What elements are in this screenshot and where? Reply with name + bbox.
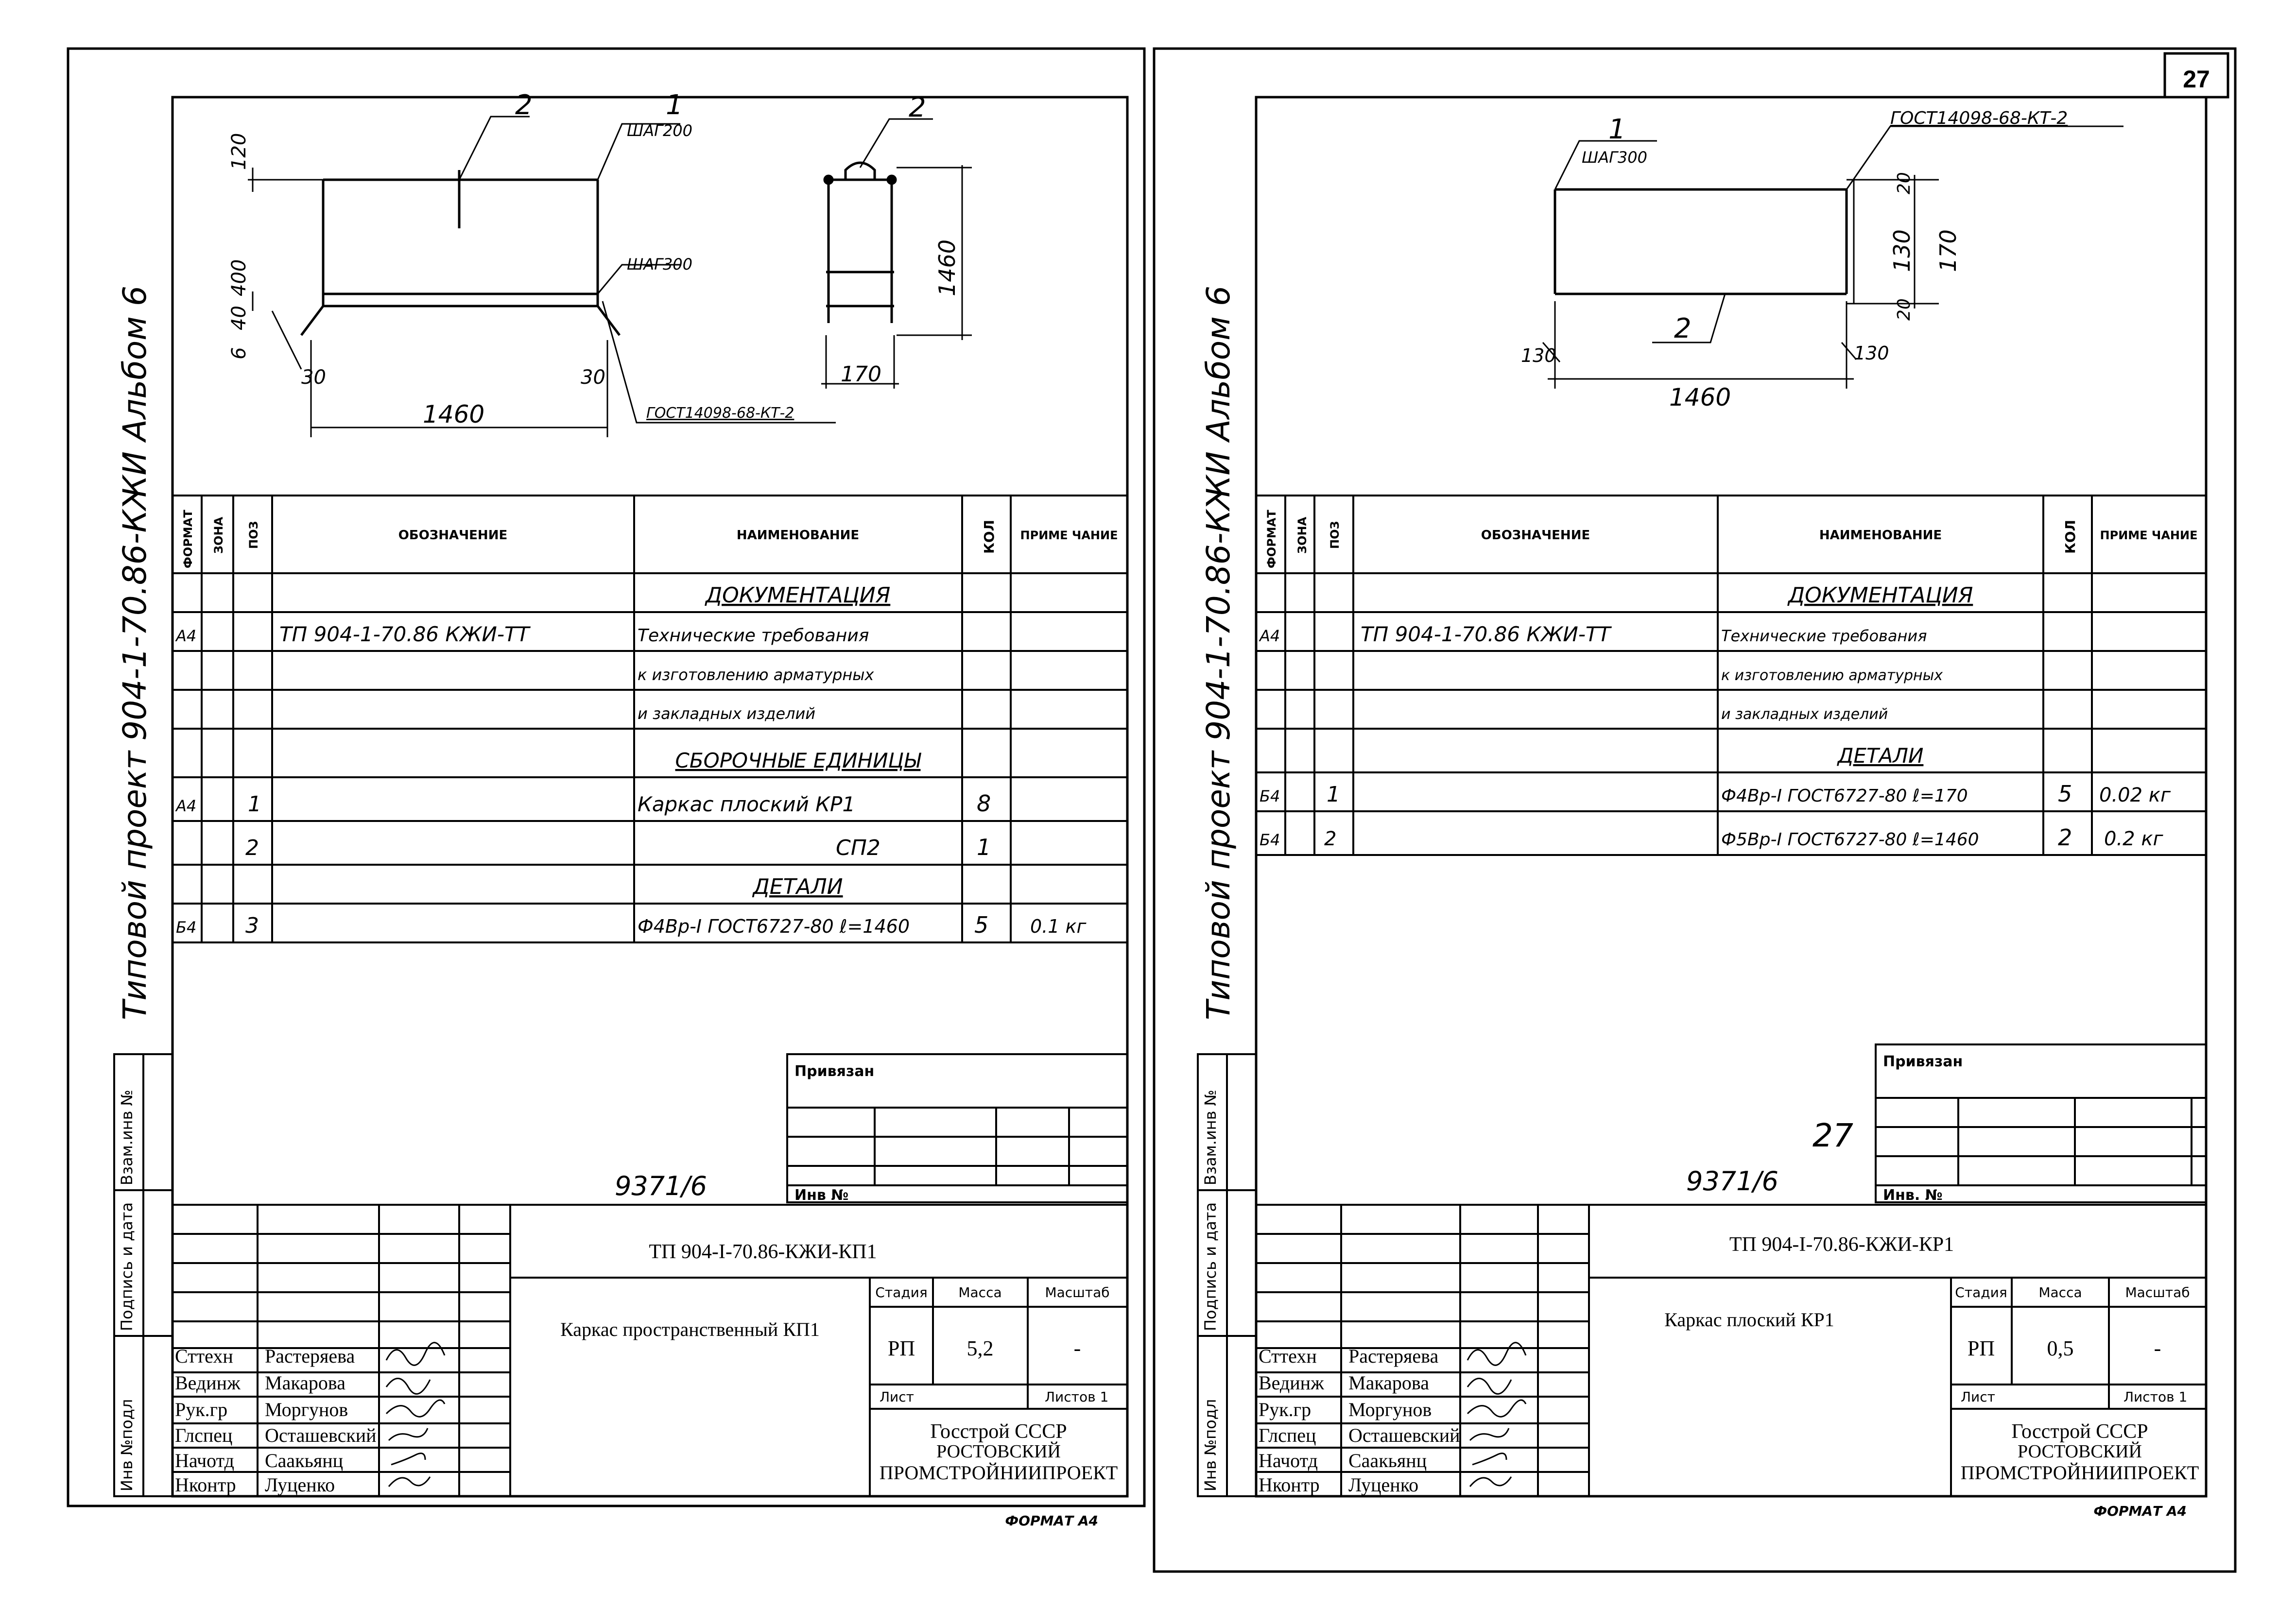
left-row9-note: 0.1 кг: [1030, 916, 1087, 937]
left-side-dim-170: 170: [841, 362, 881, 387]
left-org-3: ПРОМСТРОЙНИИПРОЕКТ: [879, 1462, 1118, 1484]
left-format: ФОРМАТ А4: [1005, 1513, 1098, 1529]
left-row4-name: и закладных изделий: [638, 704, 816, 723]
left-gost: ГОСТ14098-68-КТ-2: [646, 405, 794, 422]
left-mass-label: Масса: [958, 1284, 1002, 1300]
right-org-1: Госстрой СССР: [2011, 1420, 2148, 1443]
right-row2-name: Технические требования: [1721, 627, 1927, 645]
right-stage-label: Стадия: [1955, 1284, 2007, 1300]
right-scale-label: Масштаб: [2125, 1284, 2190, 1300]
left-dim-30-right: 30: [581, 366, 605, 389]
right-row2-designation: ТП 904-1-70.86 КЖИ-ТТ: [1361, 622, 1611, 646]
right-staff-role-1: Сттехн: [1259, 1345, 1317, 1367]
left-dim-1460: 1460: [423, 400, 485, 428]
right-doc-code: ТП 904-I-70.86-КЖИ-КР1: [1729, 1233, 1954, 1256]
right-row7-pos: 2: [1324, 828, 1337, 850]
left-staff-role-4: Глспец: [175, 1424, 233, 1446]
right-staff-role-2: Вединж: [1259, 1372, 1324, 1394]
left-staff-role-1: Сттехн: [175, 1345, 233, 1367]
left-step-top: ШАГ200: [627, 121, 693, 140]
left-scale: -: [1073, 1336, 1081, 1360]
right-privyazan: Привязан: [1883, 1053, 1963, 1070]
left-row7-pos: 2: [245, 836, 259, 860]
right-staff-role-4: Глспец: [1259, 1424, 1316, 1446]
right-row6-qty: 5: [2058, 781, 2072, 807]
left-row7-qty: 1: [977, 834, 991, 860]
right-inv-no: Инв. №: [1883, 1187, 1943, 1204]
right-header-designation: ОБОЗНАЧЕНИЕ: [1481, 528, 1590, 543]
left-header-qty: КОЛ: [981, 520, 997, 554]
left-row8-name: ДЕТАЛИ: [753, 874, 843, 899]
right-mass-label: Масса: [2038, 1284, 2082, 1300]
left-dim-30-left: 30: [301, 366, 326, 389]
left-dim-40: 40: [228, 306, 250, 330]
right-title: Каркас плоский КР1: [1664, 1309, 1834, 1331]
left-callout-pos2: 2: [515, 89, 533, 121]
right-row4-name: и закладных изделий: [1721, 706, 1888, 723]
right-staff-role-6: Нконтр: [1259, 1474, 1320, 1496]
right-dim-130-left: 130: [1521, 345, 1556, 366]
left-header-name: НАИМЕНОВАНИЕ: [736, 528, 860, 543]
right-staff-name-6: Луценко: [1348, 1474, 1419, 1496]
left-row9-qty: 5: [974, 912, 989, 938]
page-number: 27: [2183, 66, 2210, 93]
right-row6-name: Ф4Вр-I ГОСТ6727-80 ℓ=170: [1721, 786, 1968, 806]
left-row7-name: СП2: [836, 836, 880, 860]
left-side-col-sign: Подпись и дата: [118, 1202, 136, 1331]
right-side-col-vzam: Взам.инв №: [1201, 1090, 1220, 1185]
right-dim-20-bot: 20: [1894, 298, 1914, 321]
right-row3-name: к изготовлению арматурных: [1721, 667, 1943, 684]
left-dim-6: 6: [228, 347, 250, 359]
left-row1-name: ДОКУМЕНТАЦИЯ: [705, 583, 891, 608]
left-staff-name-5: Саакьянц: [265, 1450, 344, 1471]
left-staff-name-6: Луценко: [265, 1474, 335, 1496]
left-row2-name: Технические требования: [638, 626, 869, 646]
left-row5-name: СБОРОЧНЫЕ ЕДИНИЦЫ: [675, 749, 921, 772]
right-dim-130-right: 130: [1854, 342, 1889, 364]
right-header-zone: ЗОНА: [1295, 516, 1309, 554]
left-header-note: ПРИМЕ ЧАНИЕ: [1020, 529, 1118, 542]
right-row1-name: ДОКУМЕНТАЦИЯ: [1788, 583, 1973, 608]
left-stage-label: Стадия: [875, 1284, 928, 1300]
left-row6-qty: 8: [977, 790, 991, 817]
right-side-col-inv: Инв №подл: [1201, 1399, 1220, 1491]
left-row2-designation: ТП 904-1-70.86 КЖИ-ТТ: [279, 622, 530, 646]
left-row2-fmt: А4: [176, 627, 197, 645]
left-side-col-vzam: Взам.инв №: [118, 1090, 136, 1185]
right-mass: 0,5: [2047, 1336, 2074, 1360]
right-header-name: НАИМЕНОВАНИЕ: [1819, 528, 1942, 543]
left-org-2: РОСТОВСКИЙ: [936, 1441, 1061, 1462]
right-side-title: Типовой проект 904-1-70.86-КЖИ Альбом 6: [1200, 286, 1237, 1020]
right-dim-20-top: 20: [1894, 172, 1914, 194]
right-stamp-code: 9371/6: [1686, 1166, 1778, 1197]
right-sheets-label: Листов 1: [2123, 1389, 2188, 1405]
right-row6-fmt: Б4: [1260, 787, 1280, 805]
right-callout2: 2: [1674, 313, 1692, 344]
left-inv-no: Инв №: [794, 1187, 849, 1204]
right-stamp-num: 27: [1813, 1117, 1853, 1154]
right-dim-1460: 1460: [1669, 383, 1731, 411]
left-row9-name: Ф4Вр-I ГОСТ6727-80 ℓ=1460: [638, 916, 910, 937]
left-step-mid: ШАГ300: [627, 255, 693, 274]
left-staff-name-1: Растеряева: [265, 1345, 355, 1367]
right-row6-note: 0.02 кг: [2099, 784, 2171, 806]
right-header-pos: ПОЗ: [1328, 521, 1342, 549]
left-row9-fmt: Б4: [176, 918, 197, 937]
right-row7-fmt: Б4: [1260, 831, 1280, 849]
left-sheets-label: Листов 1: [1045, 1389, 1109, 1405]
right-header-qty: КОЛ: [2062, 520, 2078, 554]
right-row7-name: Ф5Вр-I ГОСТ6727-80 ℓ=1460: [1721, 830, 1979, 850]
right-row5-name: ДЕТАЛИ: [1837, 744, 1924, 768]
left-privyazan: Привязан: [794, 1063, 875, 1080]
left-doc-code: ТП 904-I-70.86-КЖИ-КП1: [649, 1241, 877, 1263]
right-header-format: ФОРМАТ: [1265, 510, 1278, 568]
right-staff-role-3: Рук.гр: [1259, 1399, 1312, 1420]
left-mass: 5,2: [967, 1336, 994, 1360]
left-sheet-label: Лист: [880, 1389, 914, 1405]
left-dim-400: 400: [228, 259, 250, 296]
left-row6-name: Каркас плоский КР1: [638, 792, 856, 816]
right-staff-name-1: Растеряева: [1348, 1345, 1439, 1367]
right-staff-name-4: Осташевский: [1348, 1424, 1460, 1446]
left-staff-role-2: Вединж: [175, 1372, 241, 1394]
right-row6-pos: 1: [1327, 782, 1340, 807]
right-row7-qty: 2: [2058, 824, 2072, 851]
right-dim-170: 170: [1935, 229, 1961, 272]
right-staff-name-5: Саакьянц: [1348, 1450, 1427, 1471]
left-side-dim-1460: 1460: [934, 239, 960, 296]
left-row9-pos: 3: [245, 913, 259, 938]
left-side-title: Типовой проект 904-1-70.86-КЖИ Альбом 6: [116, 286, 154, 1020]
left-scale-label: Масштаб: [1045, 1284, 1110, 1300]
left-callout-pos1: 1: [666, 89, 683, 121]
right-stage: РП: [1967, 1336, 1995, 1360]
left-stamp-code: 9371/6: [615, 1171, 707, 1201]
left-staff-role-3: Рук.гр: [175, 1399, 228, 1420]
left-row3-name: к изготовлению арматурных: [638, 666, 874, 684]
right-staff-name-2: Макарова: [1348, 1372, 1430, 1394]
left-stage: РП: [887, 1336, 915, 1360]
right-row7-note: 0.2 кг: [2104, 828, 2163, 850]
right-staff-role-5: Начотд: [1259, 1450, 1318, 1471]
right-sheet-label: Лист: [1961, 1389, 1995, 1405]
right-org-2: РОСТОВСКИЙ: [2018, 1441, 2142, 1462]
left-dim-120: 120: [228, 133, 250, 170]
left-side-callout: 2: [909, 92, 926, 123]
right-row2-fmt: А4: [1260, 627, 1280, 645]
left-row6-pos: 1: [248, 792, 261, 817]
left-title: Каркас пространственный КП1: [560, 1318, 820, 1340]
left-side-col-inv: Инв №подл: [118, 1399, 136, 1491]
left-staff-name-4: Осташевский: [265, 1424, 377, 1446]
right-step: ШАГ300: [1582, 148, 1648, 167]
left-org-1: Госстрой СССР: [930, 1420, 1067, 1443]
left-row6-fmt: А4: [176, 797, 197, 815]
right-staff-name-3: Моргунов: [1348, 1399, 1432, 1420]
left-header-pos: ПОЗ: [247, 521, 260, 549]
left-header-designation: ОБОЗНАЧЕНИЕ: [398, 528, 508, 543]
right-format: ФОРМАТ А4: [2093, 1503, 2187, 1519]
left-staff-name-3: Моргунов: [265, 1399, 348, 1420]
right-header-note: ПРИМЕ ЧАНИЕ: [2100, 529, 2198, 542]
left-header-format: ФОРМАТ: [181, 510, 195, 568]
right-side-col-sign: Подпись и дата: [1201, 1202, 1220, 1331]
left-staff-name-2: Макарова: [265, 1372, 346, 1394]
left-staff-role-5: Начотд: [175, 1450, 234, 1471]
right-scale: -: [2154, 1336, 2161, 1360]
right-gost: ГОСТ14098-68-КТ-2: [1890, 108, 2068, 128]
right-org-3: ПРОМСТРОЙНИИПРОЕКТ: [1960, 1462, 2199, 1484]
left-header-zone: ЗОНА: [212, 516, 225, 554]
right-callout1: 1: [1608, 114, 1626, 145]
left-staff-role-6: Нконтр: [175, 1474, 236, 1496]
right-dim-130: 130: [1889, 229, 1915, 272]
